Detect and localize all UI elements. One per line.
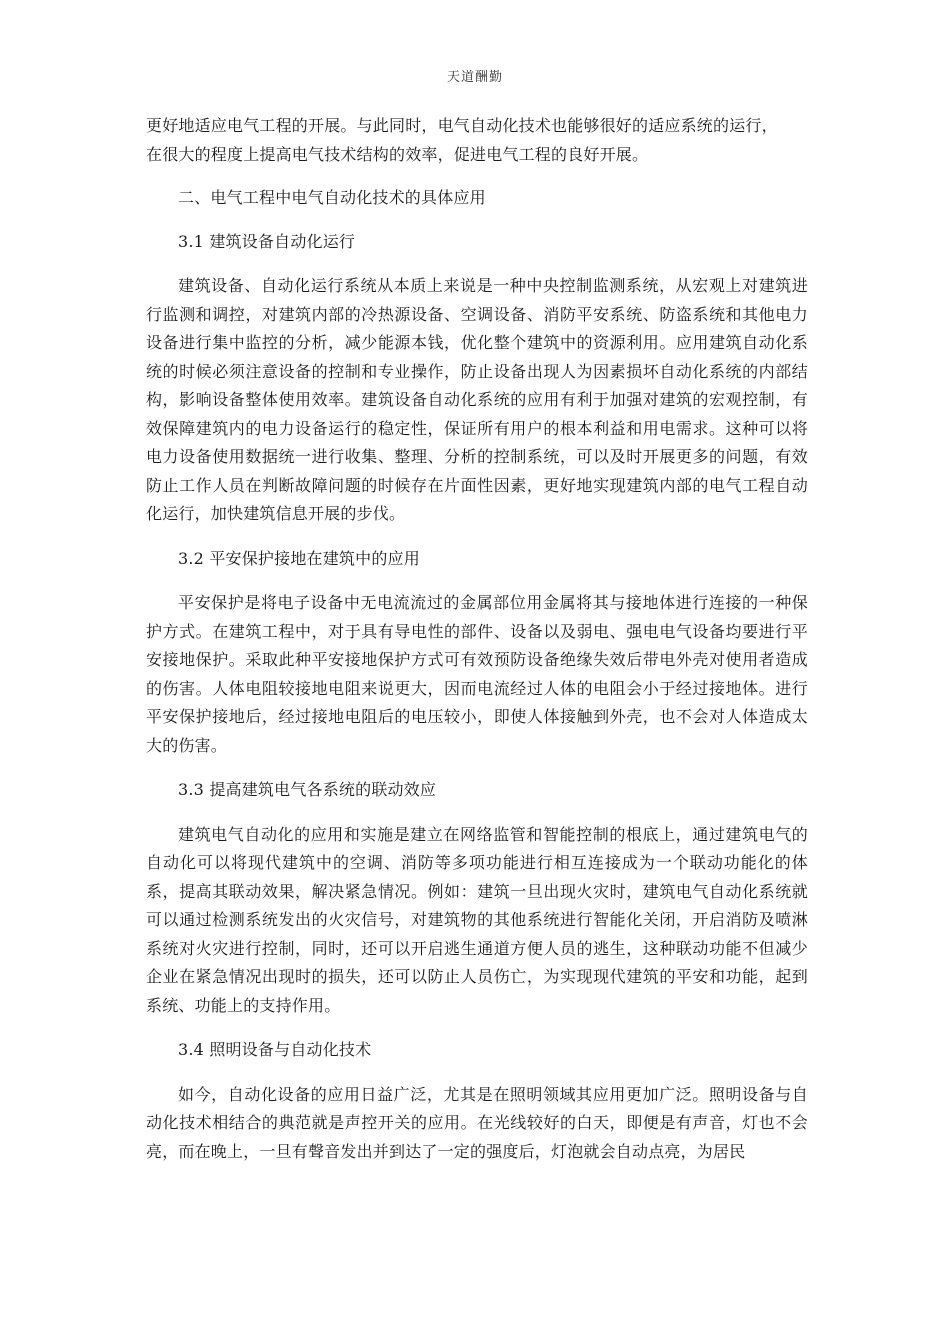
- subsection-heading-3-1: 3.1 建筑设备自动化运行: [178, 231, 356, 251]
- document-body: [146, 112, 808, 1166]
- subsection-paragraph-3-3: 建筑电气自动化的应用和实施是建立在网络监管和智能控制的根底上，通过建筑电气的自动化可以将现代建筑中的空调、消防等多项功能进行相互连接成为一个联动功能化的体系，提高其联动效果，解决紧急情况。例如：建筑一旦出现火灾时，建筑电气自动化系统就可以通过检测系统发出的火灾信号，对建筑物的其他系统进行智能化关闭，开启消防及喷淋系统对火灾进行控制，同时，还可以开启逃生通道方便人员的逃生，这种联动功能不但减少企业在紧急情况出现时的损失，还可以防止人员伤亡，为实现现代建筑的平安和功能，起到系统、功能上的支持作用。: [146, 824, 808, 1015]
- intro-line-1: 更好地适应电气工程的开展。与此同时，电气自动化技术也能够很好的适应系统的运行，: [146, 116, 778, 135]
- subsection-heading-3-2: 3.2 平安保护接地在建筑中的应用: [178, 548, 420, 568]
- intro-line-2: 在很大的程度上提高电气技术结构的效率，促进电气工程的良好开展。: [146, 144, 649, 164]
- subsection-paragraph-3-2: 平安保护是将电子设备中无电流流过的金属部位用金属将其与接地体进行连接的一种保护方式。在建筑工程中，对于具有导电性的部件、设备以及弱电、强电电气设备均要进行平安接地保护。采取此种平安接地保护方式可有效预防设备绝缘失效后带电外壳对使用者造成的伤害。人体电阻较接地电阻来说更大，因而电流经过人体的电阻会小于经过接地体。进行平安保护接地后，经过接地电阻后的电压较小，即使人体接触到外壳，也不会对人体造成太大的伤害。: [146, 593, 808, 755]
- subsection-heading-3-3: 3.3 提高建筑电气各系统的联动效应: [178, 780, 437, 799]
- subsection-heading-3-4: 3.4 照明设备与自动化技术: [178, 1040, 372, 1059]
- subsection-paragraph-3-4: 如今，自动化设备的应用日益广泛，尤其是在照明领域其应用更加广泛。照明设备与自动化技术相结合的典范就是声控开关的应用。在光线较好的白天，即便是有声音，灯也不会亮，而在晚上，一旦有聲音发出并到达了一定的强度后，灯泡就会自动点亮，为居民: [146, 1084, 808, 1161]
- subsection-paragraph-3-1: 建筑设备、自动化运行系统从本质上来说是一种中央控制监测系统，从宏观上对建筑进行监测和调控，对建筑内部的冷热源设备、空调设备、消防平安系统、防盗系统和其他电力设备进行集中监控的分析，减少能源本钱，优化整个建筑中的资源利用。应用建筑自动化系统的时候必须注意设备的控制和专业操作，防止设备出现人为因素损坏自动化系统的内部结构，影响设备整体使用效率。建筑设备自动化系统的应用有利于加强对建筑的宏观控制，有效保障建筑内的电力设备运行的稳定性，保证所有用户的根本利益和用电需求。这种可以将电力设备使用数据统一进行收集、整理、分析的控制系统，可以及时开展更多的问题，有效防止工作人员在判断故障问题的时候存在片面性因素，更好地实现建筑内部的电气工程自动化运行，加快建筑信息开展的步伐。: [146, 276, 808, 523]
- section-heading: 二、电气工程中电气自动化技术的具体应用: [178, 188, 486, 207]
- running-header: 天道酬勤: [446, 70, 503, 85]
